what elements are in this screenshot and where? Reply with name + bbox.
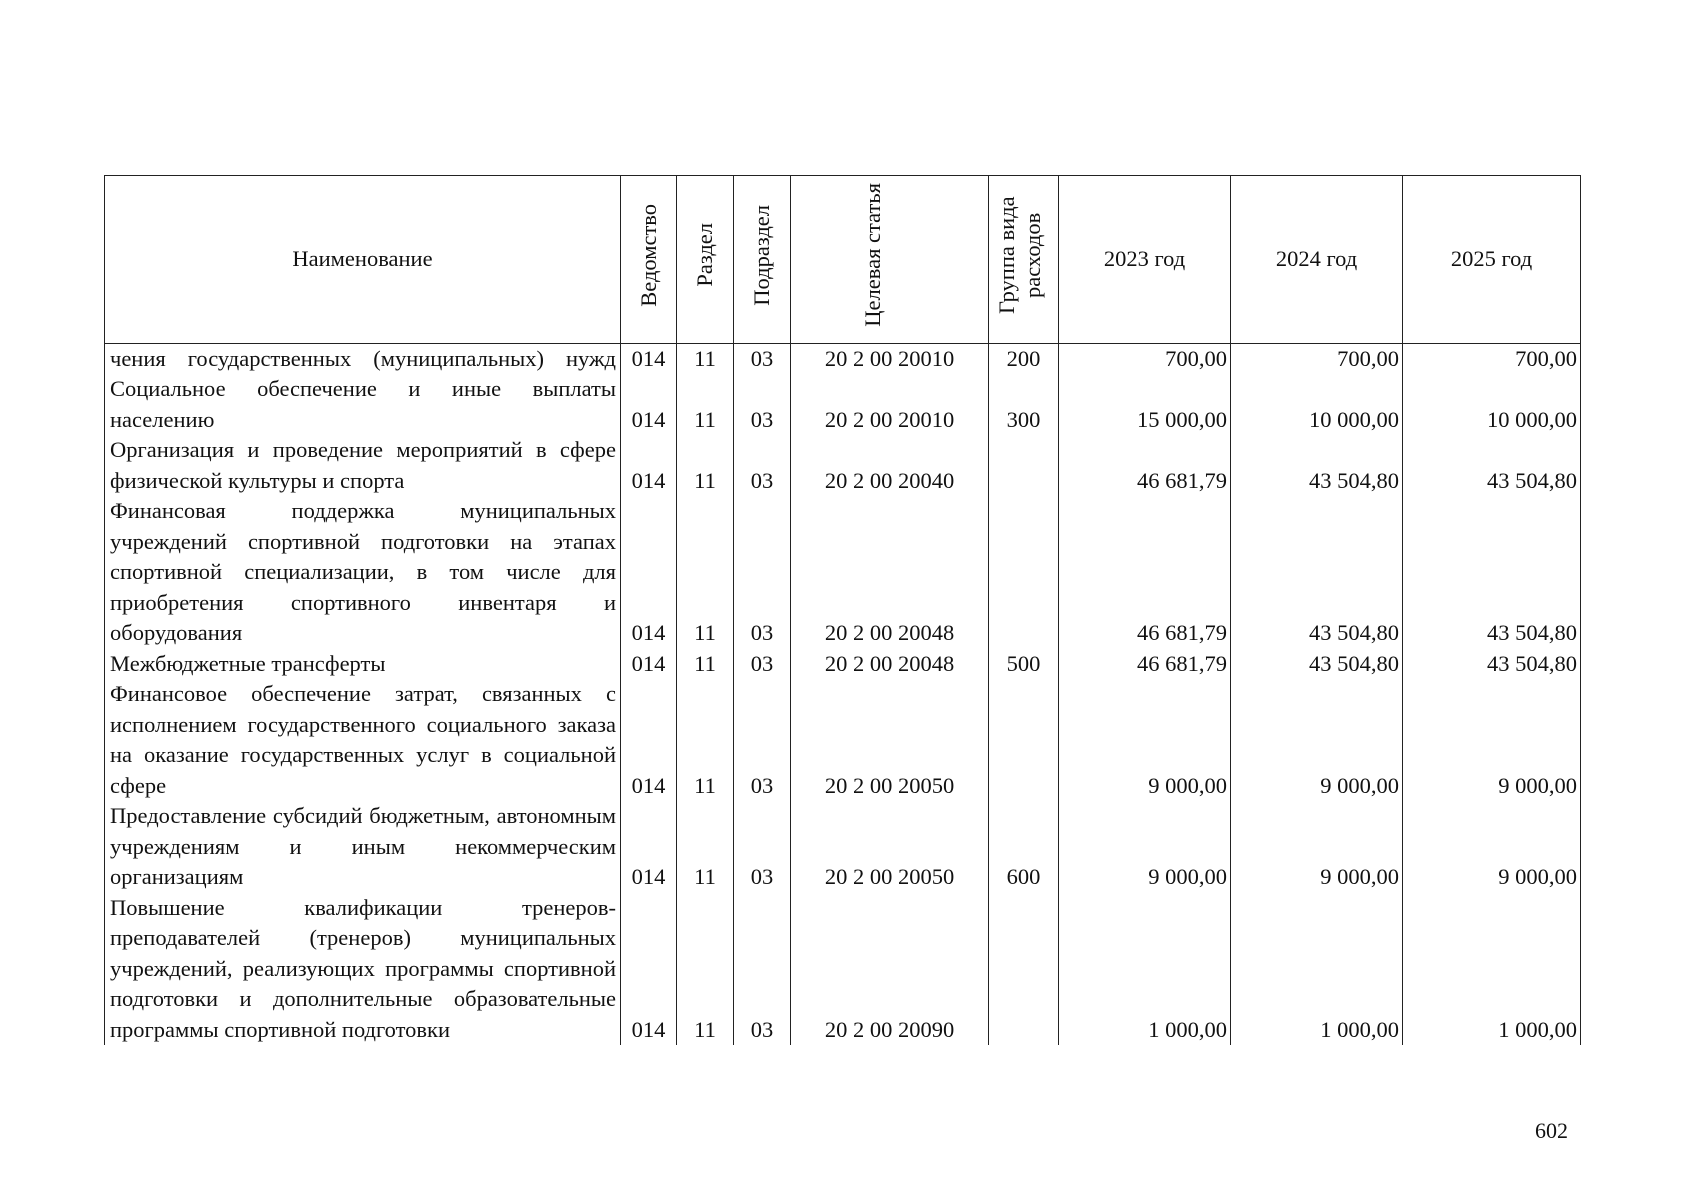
row-2025: 43 504,80 (1403, 496, 1581, 649)
row-name: Организация и проведение мероприятий в сфере физической культуры и спорта (105, 435, 621, 496)
row-target: 20 2 00 20010 (791, 374, 989, 435)
row-2025: 1 000,00 (1403, 893, 1581, 1046)
budget-table (104, 175, 1581, 1045)
row-section: 11 (677, 801, 734, 893)
row-target: 20 2 00 20010 (791, 343, 989, 374)
table-row (105, 893, 1581, 1046)
row-name: Повышение квалификации тренеров-преподавателей (тренеров) муниципальных учреждений, реализующих программы спортивной подготовки и дополнительные образовательные программы спортивной подготовки (105, 893, 621, 1046)
row-group: 200 (989, 343, 1059, 374)
row-agency: 014 (621, 893, 677, 1046)
row-agency: 014 (621, 801, 677, 893)
row-2023: 46 681,79 (1059, 649, 1231, 680)
row-2024: 10 000,00 (1231, 374, 1403, 435)
row-group (989, 496, 1059, 649)
row-subsection: 03 (734, 374, 791, 435)
row-2025: 43 504,80 (1403, 435, 1581, 496)
header-section: Раздел (677, 176, 734, 344)
table-row (105, 679, 1581, 801)
header-target-article: Целевая статья (791, 176, 989, 344)
row-target: 20 2 00 20048 (791, 649, 989, 680)
row-2023: 46 681,79 (1059, 496, 1231, 649)
row-target: 20 2 00 20040 (791, 435, 989, 496)
row-name: Социальное обеспечение и иные выплаты населению (105, 374, 621, 435)
row-agency: 014 (621, 343, 677, 374)
row-target: 20 2 00 20050 (791, 679, 989, 801)
row-2025: 9 000,00 (1403, 801, 1581, 893)
row-agency: 014 (621, 679, 677, 801)
row-name: Межбюджетные трансферты (105, 649, 621, 680)
row-2024: 43 504,80 (1231, 649, 1403, 680)
row-section: 11 (677, 343, 734, 374)
row-2023: 15 000,00 (1059, 374, 1231, 435)
header-2025: 2025 год (1403, 176, 1581, 344)
row-group: 600 (989, 801, 1059, 893)
row-section: 11 (677, 679, 734, 801)
page-number: 602 (1535, 1118, 1568, 1143)
row-group (989, 679, 1059, 801)
row-subsection: 03 (734, 801, 791, 893)
row-target: 20 2 00 20050 (791, 801, 989, 893)
row-section: 11 (677, 435, 734, 496)
table-row (105, 435, 1581, 496)
row-2024: 700,00 (1231, 343, 1403, 374)
row-section: 11 (677, 496, 734, 649)
header-name: Наименование (105, 176, 621, 344)
header-expense-group: Группа вида расходов (989, 176, 1059, 344)
header-2023: 2023 год (1059, 176, 1231, 344)
row-group (989, 435, 1059, 496)
header-agency: Ведомство (621, 176, 677, 344)
table-row (105, 343, 1581, 374)
row-2023: 46 681,79 (1059, 435, 1231, 496)
row-2023: 9 000,00 (1059, 679, 1231, 801)
table-row (105, 374, 1581, 435)
row-name: Финансовое обеспечение затрат, связанных с исполнением государственного социального заказа на оказание государственных услуг в социальной сфере (105, 679, 621, 801)
row-section: 11 (677, 893, 734, 1046)
row-agency: 014 (621, 496, 677, 649)
row-2025: 10 000,00 (1403, 374, 1581, 435)
header-row (105, 176, 1581, 344)
table-row (105, 801, 1581, 893)
row-agency: 014 (621, 374, 677, 435)
row-subsection: 03 (734, 893, 791, 1046)
row-section: 11 (677, 649, 734, 680)
row-2024: 1 000,00 (1231, 893, 1403, 1046)
row-2025: 43 504,80 (1403, 649, 1581, 680)
table-row (105, 496, 1581, 649)
row-2024: 43 504,80 (1231, 496, 1403, 649)
row-name: Предоставление субсидий бюджетным, автономным учреждениям и иным некоммерческим организациям (105, 801, 621, 893)
row-group: 300 (989, 374, 1059, 435)
row-subsection: 03 (734, 649, 791, 680)
table-row (105, 649, 1581, 680)
row-name: Финансовая поддержка муниципальных учреждений спортивной подготовки на этапах спортивной специализации, в том числе для приобретения спортивного инвентаря и оборудования (105, 496, 621, 649)
row-subsection: 03 (734, 496, 791, 649)
row-agency: 014 (621, 649, 677, 680)
row-2023: 1 000,00 (1059, 893, 1231, 1046)
row-2023: 9 000,00 (1059, 801, 1231, 893)
row-2024: 9 000,00 (1231, 801, 1403, 893)
row-agency: 014 (621, 435, 677, 496)
row-name: чения государственных (муниципальных) нужд (105, 343, 621, 374)
row-2025: 9 000,00 (1403, 679, 1581, 801)
row-2023: 700,00 (1059, 343, 1231, 374)
row-2024: 9 000,00 (1231, 679, 1403, 801)
row-2025: 700,00 (1403, 343, 1581, 374)
row-group: 500 (989, 649, 1059, 680)
row-group (989, 893, 1059, 1046)
row-subsection: 03 (734, 343, 791, 374)
row-target: 20 2 00 20048 (791, 496, 989, 649)
row-subsection: 03 (734, 435, 791, 496)
row-2024: 43 504,80 (1231, 435, 1403, 496)
header-subsection: Подраздел (734, 176, 791, 344)
header-2024: 2024 год (1231, 176, 1403, 344)
row-target: 20 2 00 20090 (791, 893, 989, 1046)
row-subsection: 03 (734, 679, 791, 801)
row-section: 11 (677, 374, 734, 435)
